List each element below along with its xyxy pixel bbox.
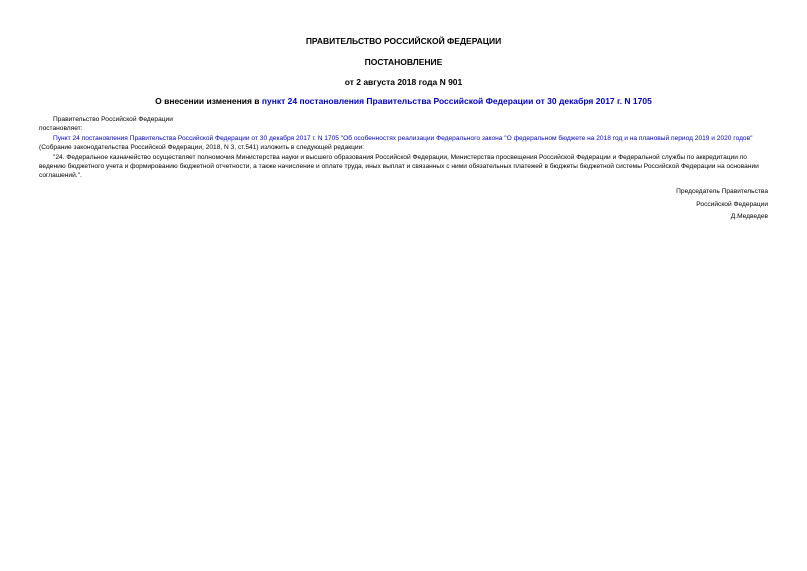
body-paragraph-1: Правительство Российской Федерации	[53, 116, 173, 123]
resolution-link[interactable]: Пункт 24 постановления Правительства Российской Федерации от 30 декабря 2017 г. N 1705 "Об особенностях реализации Федерального закона "О федеральном бюджете на 2018 год и на плановый период 2019 и 2020 годов"	[53, 134, 753, 142]
title-prefix: О внесении изменения в	[155, 96, 262, 106]
signature-line-2: Российской Федерации	[696, 200, 768, 208]
document-title	[0, 96, 807, 107]
date-number-heading: от 2 августа 2018 года N 901	[344, 77, 463, 87]
government-heading: ПРАВИТЕЛЬСТВО РОССИЙСКОЙ ФЕДЕРАЦИИ	[305, 36, 502, 46]
document-body	[39, 115, 770, 181]
signature-block	[676, 186, 768, 224]
body-paragraph-3	[39, 134, 770, 153]
body-paragraph-2: постановляет:	[39, 125, 83, 133]
body-paragraph-3-rest: (Собрание законодательства Российской Федерации, 2018, N 3, ст.541) изложить в следующей редакции:	[39, 144, 365, 152]
document-type-heading: ПОСТАНОВЛЕНИЕ	[364, 57, 443, 67]
signature-line-3: Д.Медведев	[730, 213, 768, 220]
signature-line-1: Председатель Правительства	[676, 188, 768, 195]
title-link[interactable]: пункт 24 постановления Правительства Российской Федерации от 30 декабря 2017 г. N 1705	[261, 96, 652, 106]
body-paragraph-4: "24. Федеральное казначейство осуществляет полномочия Министерства науки и высшего образования Российской Федерации, Министерства просвещения Российской Федерации и Федеральной службы по аккредитации по ведению бюджетного учета и формированию бюджетной отчетности, а также начисление и оплате труда, иных выплат и связанных с ними обязательных платежей в бюджеты бюджетной системы Российской Федерации на основании соглашений.".	[39, 153, 759, 180]
